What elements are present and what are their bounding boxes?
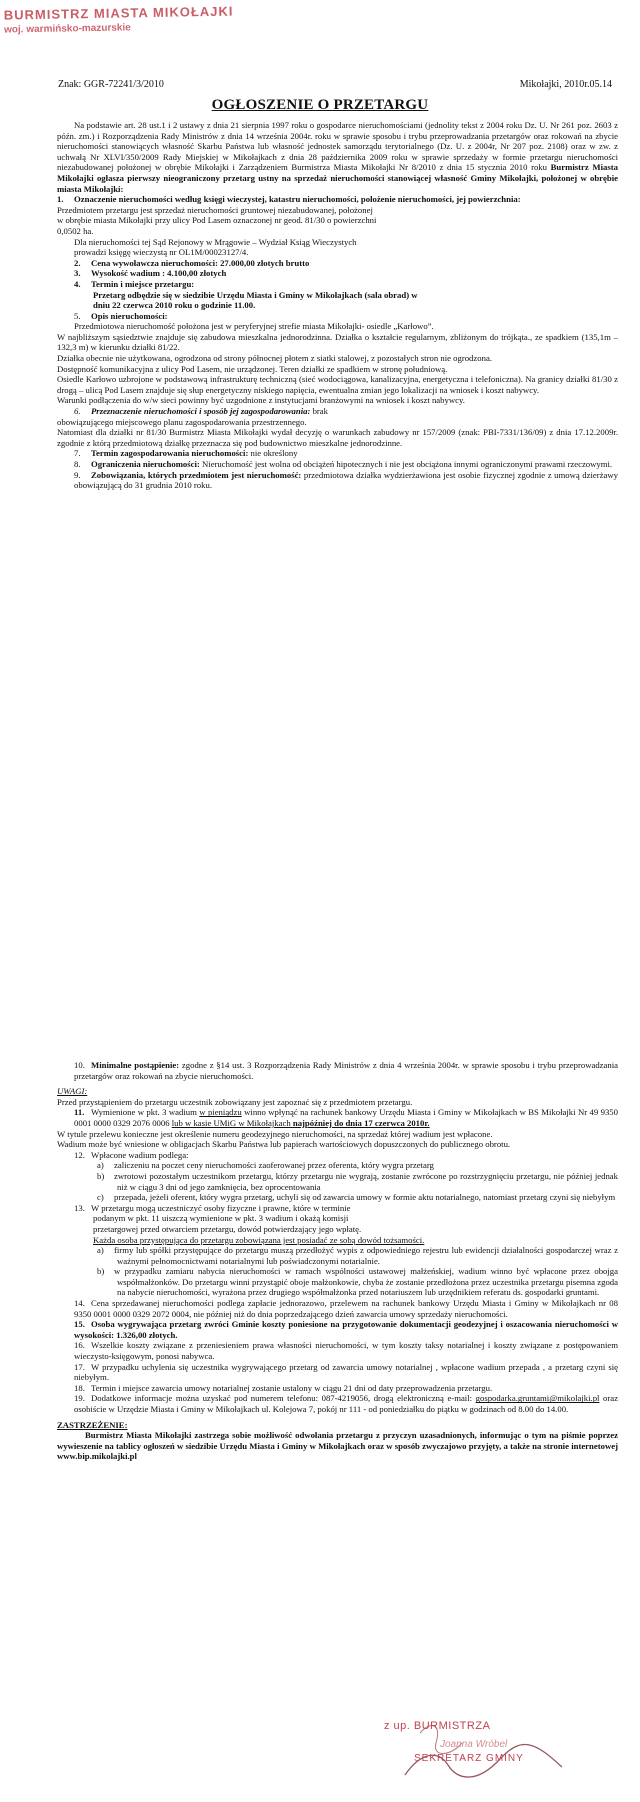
section-13-line: podanym w pkt. 11 uiszczą wymienione w pkt. 3 wadium i okażą komisji xyxy=(93,1213,349,1224)
section-8: 8. Ograniczenia nieruchomości: Nieruchomość jest wolna od obciążeń hipotecznych i nie jest obciążona innymi ograniczonymi prawami rzeczowymi. xyxy=(74,459,613,469)
section-10: 10. Minimalne postąpienie: zgodne z §14 ust. 3 Rozporządzenia Rady Ministrów z dnia 4 września 2004r. w sprawie sposobu i trybu przeprowadzania przetargów oraz rokowań na zbycie nieruchomości. xyxy=(74,1060,618,1081)
section-11-paragraph: Wadium może być wniesione w obligacjach Skarbu Państwa lub papierach wartościowych dopuszczonych do publicznego obrotu. xyxy=(57,1139,511,1150)
intro-bold: Burmistrz Miasta Mikołajki ogłasza pierwszy nieograniczony przetarg ustny na sprzedaż nieruchomości stanowiącej własność Gminy Mikołajki, położonej w obrębie miasta Mikołajki: xyxy=(57,162,618,194)
signature-line-3: SEKRETARZ GMINY xyxy=(414,1753,524,1764)
section-6-paragraph: Natomiast dla działki nr 81/30 Burmistrz Miasta Mikołajki wydał decyzję o warunkach zabudowy nr 157/2009 (znak: PBI-7331/136/09) z dnia 17.12.2009r. zgodnie z którą przedmiotową działkę przeznacza się pod budownictwo mieszkalne jednorodzinne. xyxy=(57,427,618,448)
reservation-text: Burmistrz Miasta Mikołajki zastrzega sobie możliwość odwołania przetargu z przyczyn uzasadnionych, informując o tym na piśmie poprzez wywieszenie na tablicy ogłoszeń w siedzibie Urzędu Miasta i Gminy w Mikołajkach oraz w sposób zwyczajowo przyjęty, a także na stronie internetowej www.bip.mikolajki.pl xyxy=(57,1430,618,1462)
section-5-paragraph: W najbliższym sąsiedztwie znajduje się zabudowa mieszkalna jednorodzinna. Działka o kształcie regularnym, zbliżonym do trójkąta., ze spadkiem (135,1m – 132,3 m) w kierunku działki 81/22. xyxy=(57,331,618,353)
section-9: 9. Zobowiązania, których przedmiotem jest nieruchomość: przedmiotowa działka wydzierżawiona jest osobie fizycznej zgodnie z umową dzierżawy obowiązującą do 31 grudnia 2010 roku. xyxy=(74,469,618,491)
section-7: 7. Termin zagospodarowania nieruchomości: nie określony xyxy=(74,448,298,459)
section-16: 16. Wszelkie koszty związane z przeniesieniem prawa własności nieruchomości, w tym koszty taksy notarialnej i koszty związane z postępowaniem wieczysto-księgowym, ponosi nabywca. xyxy=(74,1340,618,1362)
section-5-heading: 5. Opis nieruchomości: xyxy=(74,310,168,321)
section-12-item: c) przepada, jeżeli oferent, który wygra przetarg, uchyli się od zawarcia umowy w formie aktu notarialnego, natomiast przetarg czyni się niebyłym xyxy=(97,1192,616,1203)
section-15: 15. Osoba wygrywająca przetarg zwróci Gminie koszty poniesione na przygotowanie dokumentacji geodezyjnej i oszacowania nieruchomości w wysokości: 1.326,00 złotych. xyxy=(74,1319,618,1340)
section-4-line: Przetarg odbędzie się w siedzibie Urzędu Miasta i Gminy w Mikołajkach (sala obrad) w xyxy=(93,289,418,300)
section-13-line: przetargowej przed otwarciem przetargu, dowód potwierdzający jego wpłatę. xyxy=(93,1223,362,1234)
section-13-line: 13. W przetargu mogą uczestniczyć osoby fizyczne i prawne, które w terminie xyxy=(74,1202,351,1213)
stamp-line-1: BURMISTRZ MIASTA MIKOŁAJKI xyxy=(3,3,234,23)
intro-paragraph xyxy=(57,120,618,194)
section-13-id-requirement: Każda osoba przystępująca do przetargu zobowiązana jest posiadać ze sobą dowód tożsamości. xyxy=(93,1234,425,1245)
stamp-line-2: woj. warmińsko-mazurskie xyxy=(3,22,131,36)
intro-text: Na podstawie art. 28 ust.1 i 2 ustawy z dnia 21 sierpnia 1997 roku o gospodarce nieruchomościami (jednolity tekst z 2004 roku Dz. U. Nr 261 poz. 2603 z późn. zm.) i Rozporządzenia Rady Ministrów z dnia 14 września 2004r. roku w sprawie sposobu i trybu przeprowadzania przetargów oraz rokowań na zbycie nieruchomości stanowiących własność Skarbu Państwa lub własność jednostek samorządu terytorialnego (Dz. U. z 2004r, Nr 207 poz. 2108) oraz w zw. z uchwałą Nr XLVI/350/2009 Rady Miejskiej w Mikołajkach z dnia 28 października 2009 roku w sprawie sprzedaży w formie przetargu nieruchomości niezabudowanej położonej w obrębie Mikołajki i Zarządzeniem Burmistrza Miasta Mikołajki Nr 8/2010 z dnia 15 stycznia 2010 roku xyxy=(57,120,618,173)
section-4-heading: 4. Termin i miejsce przetargu: xyxy=(74,278,195,289)
section-18: 18. Termin i miejsce zawarcia umowy notarialnej zostanie ustalony w ciągu 21 dni od daty przeprowadzenia przetargu. xyxy=(74,1382,493,1393)
section-1-line: prowadzi księgę wieczystą nr OL1M/00023127/4. xyxy=(74,247,249,258)
section-13-item: b) w przypadku zamiaru nabycia nieruchomości w ramach wspólności ustawowej małżeńskiej, wadium winno być wpłacone przez obojga współmałżonków. Do przetargu winni przystąpić oboje małżonkowie, chyba że zostanie przedłożona przez uczestnika przetargu pisemna zgoda na nabycie nieruchomości, wyrażona przez drugiego współmałżonka przed notariuszem lub urzędnikiem referatu ds. gospodarki gruntami. xyxy=(97,1266,618,1298)
signature-stamp xyxy=(350,1713,620,1795)
section-5-paragraph: Przedmiotowa nieruchomość położona jest w peryferyjnej strefie miasta Mikołajki- osiedle „Karłowo”. xyxy=(74,321,434,332)
office-stamp xyxy=(3,3,234,45)
section-1-heading: 1. Oznaczenie nieruchomości według księgi wieczystej, katastru nieruchomości, położenie nieruchomości, jej powierzchnia: xyxy=(57,194,521,205)
section-12-item: a) zaliczeniu na poczet ceny nieruchomości zaoferowanej przez oferenta, który wygra przetarg xyxy=(97,1160,434,1171)
section-11: 11. Wymienione w pkt. 3 wadium w pieniądzu winno wpłynąć na rachunek bankowy Urzędu Miasta i Gminy w Mikołajkach w BS Mikołajki Nr 49 9350 0001 0000 0329 2076 0006 lub w kasie UMiG w Mikołajkach najpóźniej do dnia 17 czerwca 2010r. xyxy=(74,1107,618,1128)
reservation-heading: ZASTRZEŻENIE: xyxy=(57,1419,128,1430)
section-1-line: 0,0502 ha. xyxy=(57,225,94,236)
contact-email: gospodarka.gruntami@mikolajki.pl xyxy=(475,1393,600,1404)
section-11-paragraph: W tytule przelewu konieczne jest określenie numeru geodezyjnego nieruchomości, na sprzedaż której wadium jest wpłacone. xyxy=(57,1128,493,1139)
sign-number: Znak: GGR-72241/3/2010 xyxy=(58,79,164,90)
section-5-paragraph: Działka obecnie nie użytkowana, ogrodzona od strony północnej płotem z siatki stalowej, z pozostałych stron nie ogrodzona. xyxy=(57,353,492,364)
second-body xyxy=(57,1060,618,1462)
signature-line-2: Joanna Wróbel xyxy=(440,1739,508,1750)
main-body xyxy=(57,120,618,491)
notes-heading: UWAGI: xyxy=(57,1086,88,1097)
place-date: Mikołajki, 2010r.05.14 xyxy=(519,79,612,90)
section-14: 14. Cena sprzedawanej nieruchomości podlega zapłacie jednorazowo, przelewem na rachunek bankowy Urzędu Miasta i Gminy w Mikołajkach nr 08 9350 0001 0000 0329 2072 0004, nie później niż do dnia poprzedzającego dzień zawarcia umowy sprzedaży nieruchomości. xyxy=(74,1298,618,1319)
section-3: 3. Wysokość wadium : 4.100,00 złotych xyxy=(74,268,227,279)
section-5-paragraph: Warunki podłączenia do w/w sieci powinny być uzgodnione z instytucjami branżowymi na wniosek i koszt nabywcy. xyxy=(57,395,465,406)
section-1-line: w obrębie miasta Mikołajki przy ulicy Pod Lasem oznaczonej nr geod. 81/30 o powierzchni xyxy=(57,215,377,226)
document-title: OGŁOSZENIE O PRZETARGU xyxy=(211,97,429,113)
section-19: 19. Dodatkowe informacje można uzyskać pod numerem telefonu: 087-4219056, drogą elektroniczną e-mail: gospodarka.gruntami@mikolajki.pl oraz osobiście w Urzędzie Miasta i Gminy w Mikołajkach ul. Kolejowa 7, pokój nr 111 - od poniedziałku do piątku w godzinach od 8.00 do 14.00. xyxy=(74,1393,619,1414)
section-6-heading: 6. Przeznaczenie nieruchomości i sposób jej zagospodarowania: brak xyxy=(74,406,328,417)
section-1-line: Dla nieruchomości tej Sąd Rejonowy w Mrągowie – Wydział Ksiąg Wieczystych xyxy=(74,236,357,247)
section-6-paragraph: obowiązującego miejscowego planu zagospodarowania przestrzennego. xyxy=(57,416,307,427)
section-13-item: a) firmy lub spółki przystępujące do przetargu muszą przedłożyć wypis z odpowiedniego rejestru lub ewidencji działalności gospodarczej wraz z ważnymi pełnomocnictwami notarialnymi lub poświadczonymi notarialnie. xyxy=(97,1245,618,1266)
section-1-line: Przedmiotem przetargu jest sprzedaż nieruchomości gruntowej niezabudowanej, położonej xyxy=(57,204,373,215)
section-17: 17. W przypadku uchylenia się uczestnika wygrywającego przetarg od zawarcia umowy notarialnej , wpłacone wadium przepada , a przetarg czyni się niebyłym. xyxy=(74,1361,618,1383)
section-5-paragraph: Dostępność komunikacyjna z ulicy Pod Lasem, nie urządzonej. Teren działki ze spadkiem w stronę południową. xyxy=(57,363,448,374)
signature-line-1: z up. BURMISTRZA xyxy=(384,1720,491,1732)
section-5-paragraph: Osiedle Karłowo uzbrojone w podstawową infrastrukturę techniczną (sieć wodociągowa, kanalizacyjna, energetyczna i telefoniczna). Na granicy działki 81/30 z drogą – ulicą Pod Lasem znajduje się słup energetyczny niskiego napięcia, ewentualna zmian jego lokalizacji na wniosek i koszt nabywcy. xyxy=(57,374,618,395)
section-12-heading: 12. Wpłacone wadium podlega: xyxy=(74,1149,189,1160)
section-12-item: b) zwrotowi pozostałym uczestnikom przetargu, którzy przetargu nie wygrają, zostanie zwrócone po rozstrzygnięciu przetargu, nie później jednak niż w ciągu 3 dni od jego zamknięcia, bez oprocentowania xyxy=(97,1170,618,1192)
notes-intro: Przed przystąpieniem do przetargu uczestnik zobowiązany jest zapoznać się z przedmiotem przetargu. xyxy=(57,1096,413,1107)
section-2: 2. Cena wywoławcza nieruchomości: 27.000,00 złotych brutto xyxy=(74,257,310,268)
section-4-line: dniu 22 czerwca 2010 roku o godzinie 11.00. xyxy=(93,300,256,311)
